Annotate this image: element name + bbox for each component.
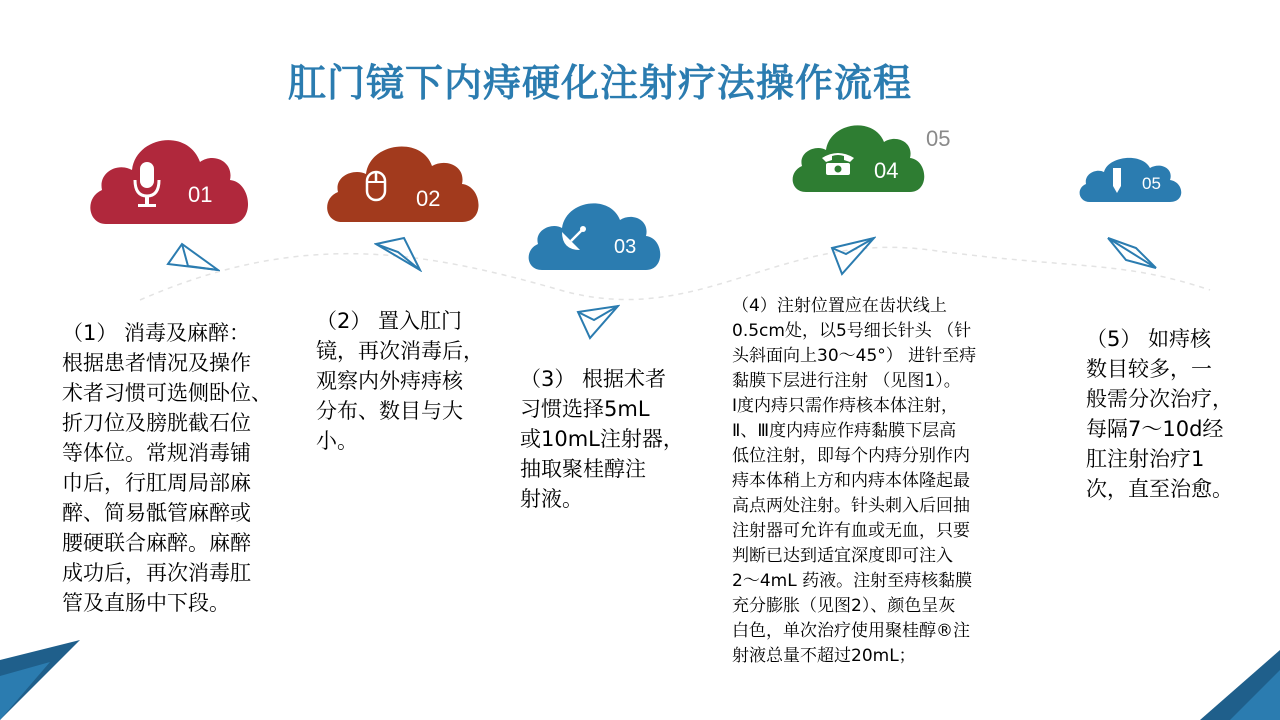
step-3-text: （3） 根据术者 习惯选择5mL 或10mL注射器， 抽取聚桂醇注 射液。	[520, 367, 684, 511]
stray-step-number: 05	[926, 126, 951, 151]
step-4-cloud	[788, 116, 928, 194]
step-2-text: （2） 置入肛门 镜，再次消毒后， 观察内外痔痔核 分布、数目与大 小。	[316, 309, 484, 453]
step-5-text: （5） 如痔核 数目较多，一 般需分次治疗， 每隔7～10d经 肛注射治疗1 次，直至治愈。	[1086, 327, 1233, 501]
step-1-number: 01	[188, 182, 213, 207]
step-4-number: 04	[874, 158, 899, 183]
cloud-shape	[524, 194, 664, 272]
step-1-cloud	[84, 128, 254, 226]
pencil-icon	[1110, 166, 1124, 198]
page-title: 肛门镜下内痔硬化注射疗法操作流程	[287, 61, 912, 105]
step-5-number: 05	[1142, 174, 1161, 193]
cloud-shape	[322, 136, 484, 224]
step-1-text: （1） 消毒及麻醉： 根据患者情况及操作 术者习惯可选侧卧位、 折刀位及膀胱截石位 等体位。常规消毒铺 巾后，行肛周局部麻 醉、简易骶管麻醉或 腰硬联合麻醉。麻醉 成功后，再次消毒肛 管及直肠中下段。	[62, 321, 272, 615]
cloud-shape	[84, 128, 254, 226]
satellite-dish-icon	[558, 224, 588, 258]
step-3-number: 03	[614, 236, 637, 258]
cloud-shape	[1076, 152, 1184, 204]
paper-plane-icon	[1106, 234, 1158, 270]
step-2-cloud	[322, 136, 484, 224]
corner-decoration-right	[1180, 640, 1280, 720]
step-5-cloud	[1076, 152, 1184, 204]
paper-plane-icon	[374, 236, 424, 272]
cloud-shape	[788, 116, 928, 194]
paper-plane-icon	[576, 304, 620, 340]
step-2-number: 02	[416, 186, 441, 211]
telephone-icon	[820, 150, 856, 180]
paper-plane-icon	[166, 242, 220, 274]
mouse-icon	[364, 168, 388, 206]
paper-plane-icon	[830, 236, 876, 276]
microphone-icon	[132, 160, 162, 214]
corner-decoration-left	[0, 640, 80, 720]
step-3-cloud	[524, 194, 664, 272]
step-4-text: （4）注射位置应在齿状线上 0.5cm处，以5号细长针头 （针 头斜面向上30～45°） 进针至痔 黏膜下层进行注射 （见图1）。 Ⅰ度内痔只需作痔核本体注射， Ⅱ、Ⅲ度内痔应作痔黏膜下层高 低位注射，即每个内痔分别作内 痔本体稍上方和内痔本体隆起最 高点两处注射。针头刺入后回抽 注射器可允许有血或无血，只要 判断已达到适宜深度即可注入 2～4mL 药液。注射至痔核黏膜 充分膨胀（见图2）、颜色呈灰 白色，单次治疗使用聚桂醇®注 射液总量不超过20mL；	[732, 296, 977, 666]
